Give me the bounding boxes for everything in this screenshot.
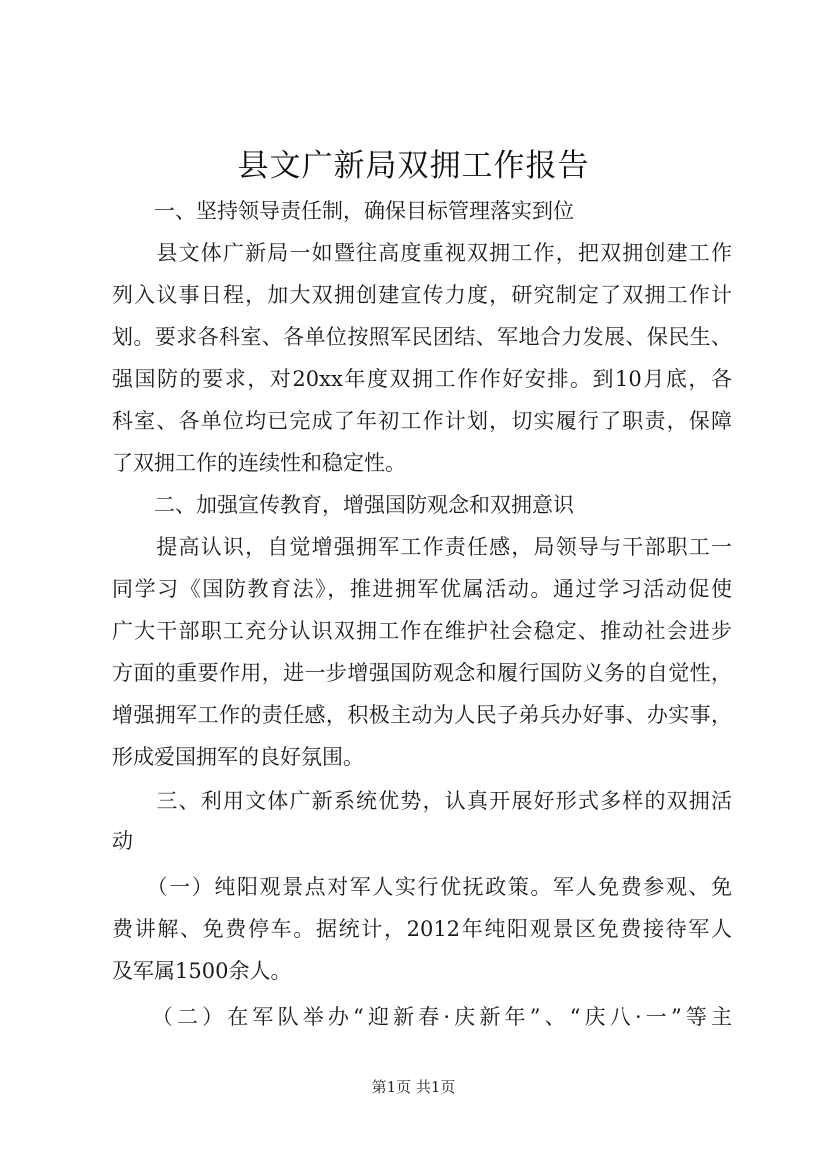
paragraph-line: 提高认识，自觉增强拥军工作责任感，局领导与干部职工一 <box>112 535 732 559</box>
section-heading-2: 二、加强宣传教育，增强国防观念和双拥意识 <box>112 493 574 517</box>
paragraph-line: 形成爱国拥军的良好氛围。 <box>112 745 364 769</box>
section-heading-3: 三、利用文体广新系统优势，认真开展好形式多样的双拥活 <box>112 789 732 813</box>
paragraph-line: 方面的重要作用，进一步增强国防观念和履行国防义务的自觉性， <box>112 661 732 685</box>
document-title: 县文广新局双拥工作报告 <box>237 148 590 184</box>
section-heading-1: 一、坚持领导责任制，确保目标管理落实到位 <box>112 199 574 223</box>
paragraph-line: 广大干部职工充分认识双拥工作在维护社会稳定、推动社会进步 <box>112 619 732 643</box>
paragraph-line: 划。要求各科室、各单位按照军民团结、军地合力发展、保民生、 <box>112 325 732 349</box>
paragraph-line: 列入议事日程，加大双拥创建宣传力度，研究制定了双拥工作计 <box>112 283 732 307</box>
paragraph-line: 了双拥工作的连续性和稳定性。 <box>112 451 406 475</box>
page-footer: 第1页 共1页 <box>371 1078 456 1096</box>
section-heading-3-continued: 动 <box>112 829 133 853</box>
paragraph-line: 费讲解、免费停车。据统计，2012年纯阳观景区免费接待军人 <box>112 917 732 941</box>
paragraph-line: 科室、各单位均已完成了年初工作计划，切实履行了职责，保障 <box>112 409 732 433</box>
paragraph-line: 县文体广新局一如暨往高度重视双拥工作，把双拥创建工作 <box>112 241 732 265</box>
paragraph-line: 增强拥军工作的责任感，积极主动为人民子弟兵办好事、办实事， <box>112 703 732 727</box>
paragraph-line: （二）在军队举办“迎新春·庆新年”、“庆八·一”等主 <box>112 1005 732 1029</box>
paragraph-line: 同学习《国防教育法》，推进拥军优属活动。通过学习活动促使 <box>112 577 732 601</box>
paragraph-line: （一）纯阳观景点对军人实行优抚政策。军人免费参观、免 <box>112 875 732 899</box>
paragraph-line: 及军属1500余人。 <box>112 959 292 983</box>
paragraph-line: 强国防的要求，对20xx年度双拥工作作好安排。到10月底，各 <box>112 367 732 391</box>
